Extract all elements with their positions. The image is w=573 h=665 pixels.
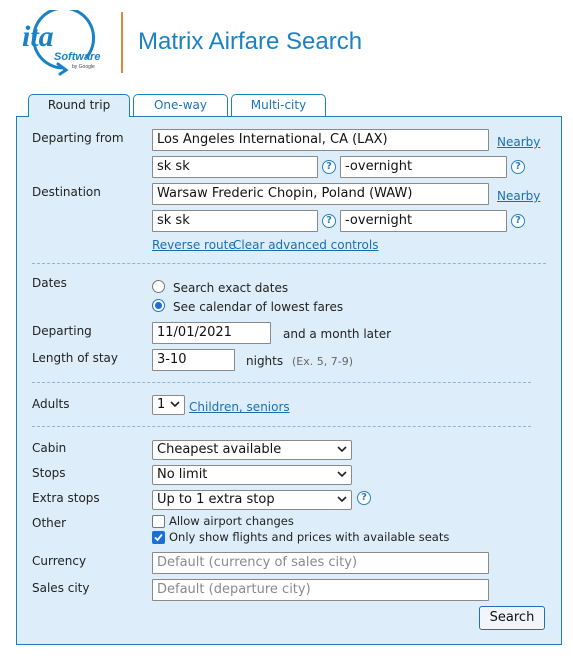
section-divider: [32, 426, 531, 427]
chevron-down-icon: [337, 494, 347, 504]
length-of-stay-label: Length of stay: [32, 351, 118, 365]
departing-date-input[interactable]: 11/01/2021: [152, 322, 271, 344]
stops-value: No limit: [157, 467, 208, 482]
origin-routing-input[interactable]: sk sk: [152, 156, 318, 178]
stops-select[interactable]: [152, 465, 352, 485]
sales-city-input[interactable]: Default (departure city): [152, 579, 489, 601]
extra-stops-value: Up to 1 extra stop: [157, 492, 275, 507]
sales-city-label: Sales city: [32, 581, 90, 595]
adults-label: Adults: [32, 397, 70, 411]
tab-multi-city[interactable]: Multi-city: [231, 94, 326, 116]
extra-stops-help-icon[interactable]: ?: [357, 491, 371, 505]
calendar-fares-label: See calendar of lowest fares: [173, 300, 344, 314]
adults-select[interactable]: [152, 395, 185, 415]
search-form-panel: [16, 116, 562, 645]
origin-routing-help-icon[interactable]: ?: [322, 160, 336, 174]
extra-stops-label: Extra stops: [32, 491, 100, 505]
logo-sub: Software: [54, 51, 101, 63]
page-title: Matrix Airfare Search: [138, 28, 363, 55]
length-of-stay-hint: (Ex. 5, 7-9): [292, 355, 353, 368]
departing-from-label: Departing from: [32, 131, 124, 145]
origin-input[interactable]: Los Angeles International, CA (LAX): [152, 129, 489, 151]
reverse-route-link[interactable]: Reverse route: [152, 238, 236, 252]
origin-nearby-link[interactable]: Nearby: [497, 135, 541, 149]
currency-input[interactable]: Default (currency of sales city): [152, 552, 489, 574]
checkmark-icon: [153, 532, 164, 543]
section-divider: [32, 382, 531, 383]
logo-by: by Google: [72, 64, 95, 70]
chevron-down-icon: [170, 399, 180, 409]
cabin-value: Cheapest available: [157, 442, 282, 457]
stops-label: Stops: [32, 466, 66, 480]
destination-extension-help-icon[interactable]: ?: [511, 214, 525, 228]
destination-routing-input[interactable]: sk sk: [152, 210, 318, 232]
origin-extension-help-icon[interactable]: ?: [511, 160, 525, 174]
nights-label: nights: [246, 354, 284, 368]
length-of-stay-input[interactable]: 3-10: [152, 349, 235, 371]
children-seniors-link[interactable]: Children, seniors: [189, 400, 290, 414]
chevron-down-icon: [337, 469, 347, 479]
destination-extension-input[interactable]: -overnight: [340, 210, 507, 232]
adults-value: 1: [157, 397, 166, 412]
cabin-label: Cabin: [32, 441, 67, 455]
other-label: Other: [32, 516, 67, 530]
departing-date-label: Departing: [32, 324, 92, 338]
exact-dates-radio[interactable]: [152, 280, 165, 293]
extra-stops-select[interactable]: [152, 490, 352, 510]
chevron-down-icon: [337, 444, 347, 454]
currency-label: Currency: [32, 554, 87, 568]
allow-airport-changes-label: Allow airport changes: [169, 514, 294, 528]
allow-airport-changes-checkbox[interactable]: [152, 515, 165, 528]
ita-software-logo: [14, 10, 106, 76]
exact-dates-label: Search exact dates: [173, 281, 289, 295]
tab-one-way[interactable]: One-way: [133, 94, 228, 116]
origin-extension-input[interactable]: -overnight: [340, 156, 507, 178]
departing-date-suffix: and a month later: [283, 327, 392, 341]
dates-label: Dates: [32, 276, 67, 290]
only-available-seats-checkbox[interactable]: [152, 531, 165, 544]
header-divider: [121, 12, 123, 73]
search-button[interactable]: Search: [479, 606, 545, 630]
clear-advanced-controls-link[interactable]: Clear advanced controls: [233, 238, 379, 252]
cabin-select[interactable]: [152, 440, 352, 460]
destination-routing-help-icon[interactable]: ?: [322, 214, 336, 228]
logo-text: ita: [22, 20, 54, 53]
destination-nearby-link[interactable]: Nearby: [497, 189, 541, 203]
section-divider: [32, 263, 546, 264]
destination-label: Destination: [32, 185, 101, 199]
only-available-seats-label: Only show flights and prices with available seats: [169, 530, 450, 544]
calendar-fares-radio[interactable]: [152, 299, 165, 312]
tab-round-trip[interactable]: Round trip: [28, 94, 130, 117]
destination-input[interactable]: Warsaw Frederic Chopin, Poland (WAW): [152, 183, 489, 205]
